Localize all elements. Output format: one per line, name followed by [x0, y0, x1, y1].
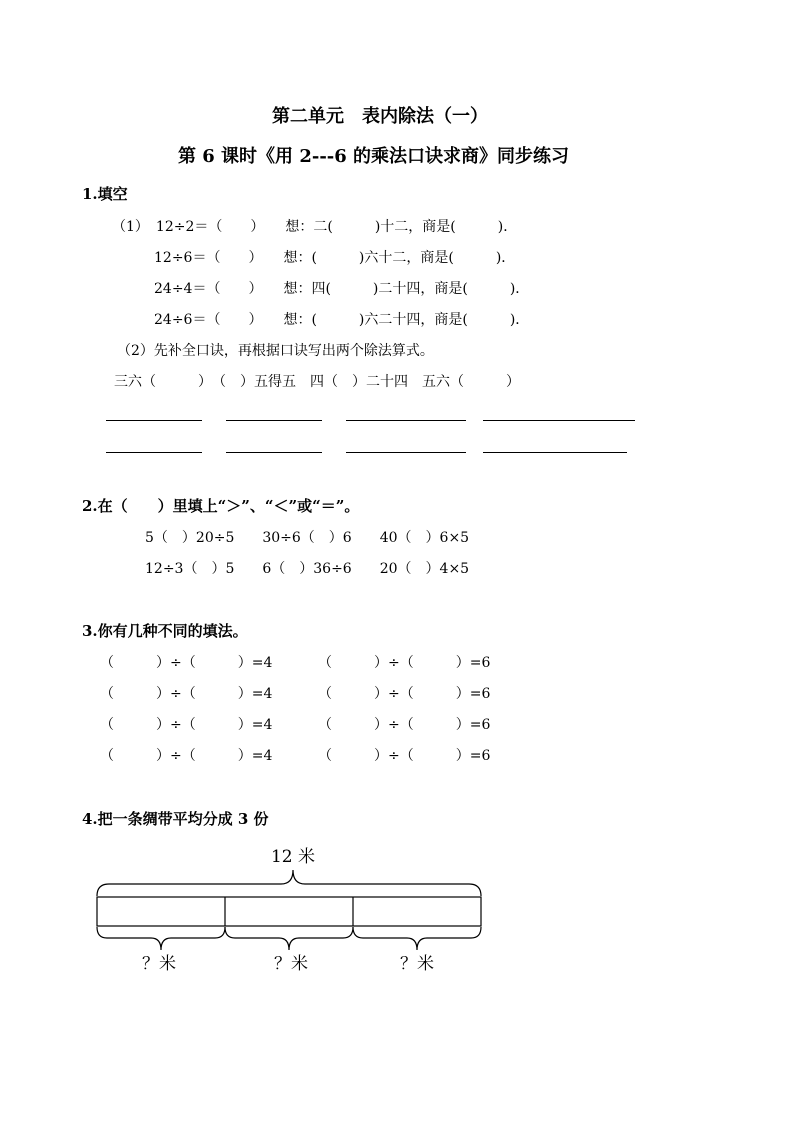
segment-length-label: ？米	[400, 954, 434, 974]
q4-heading: 4.把一条绸带平均分成 3 份	[82, 810, 269, 828]
answer-line[interactable]	[226, 452, 322, 453]
q1-part2-instruction: （2）先补全口诀，再根据口诀写出两个除法算式。	[117, 343, 434, 359]
q3-right-row: （ ）÷（ ）=6	[318, 717, 491, 733]
q3-left-row: （ ）÷（ ）=4	[100, 717, 273, 733]
q3-heading: 3.你有几种不同的填法。	[82, 622, 248, 640]
ribbon-bar	[97, 897, 481, 926]
segment-brace	[97, 927, 225, 950]
q3-right-row: （ ）÷（ ）=6	[318, 748, 491, 764]
answer-line[interactable]	[106, 452, 202, 453]
q3-right-row: （ ）÷（ ）=6	[318, 686, 491, 702]
segment-length-label: ？米	[142, 954, 176, 974]
answer-line[interactable]	[483, 420, 635, 421]
q3-left-row: （ ）÷（ ）=4	[100, 748, 273, 764]
segment-brace	[353, 927, 481, 950]
q2-row-1: 5（ ）20÷5 30÷6（ ）6 40（ ）6×5	[145, 530, 470, 546]
page-title: 第二单元 表内除法（一）	[272, 106, 488, 127]
q1-row-4: 24÷6＝（ ） 想：( )六二十四，商是( )．	[154, 312, 530, 328]
q1-row-2: 12÷6＝（ ） 想：( )六十二，商是( )．	[154, 250, 516, 266]
q3-right-row: （ ）÷（ ）=6	[318, 655, 491, 671]
top-brace	[97, 870, 481, 896]
answer-line[interactable]	[106, 420, 202, 421]
answer-line[interactable]	[346, 452, 466, 453]
q1-part2-prompts: 三六（ ） （ ）五得五 四（ ）二十四 五六（ ）	[114, 374, 520, 390]
q1-heading: 1.填空	[82, 185, 128, 203]
segment-length-label: ？米	[274, 954, 308, 974]
q3-left-row: （ ）÷（ ）=4	[100, 686, 273, 702]
total-length-label: 12 米	[270, 847, 316, 867]
segment-brace	[225, 927, 353, 950]
ribbon-diagram	[0, 830, 794, 1030]
q1-row-1: （1） 12÷2＝（ ） 想：二( )十二，商是( )．	[112, 219, 518, 235]
q2-heading: 2.在（ ）里填上“＞”、“＜”或“＝”。	[82, 497, 360, 515]
answer-line[interactable]	[226, 420, 322, 421]
lesson-subtitle: 第 6 课时《用 2---6 的乘法口诀求商》同步练习	[178, 146, 570, 167]
q1-row-3: 24÷4＝（ ） 想：四( )二十四，商是( )．	[154, 281, 530, 297]
answer-line[interactable]	[483, 452, 627, 453]
answer-line[interactable]	[346, 420, 466, 421]
q2-row-2: 12÷3（ ）5 6（ ）36÷6 20（ ）4×5	[145, 561, 470, 577]
q3-left-row: （ ）÷（ ）=4	[100, 655, 273, 671]
